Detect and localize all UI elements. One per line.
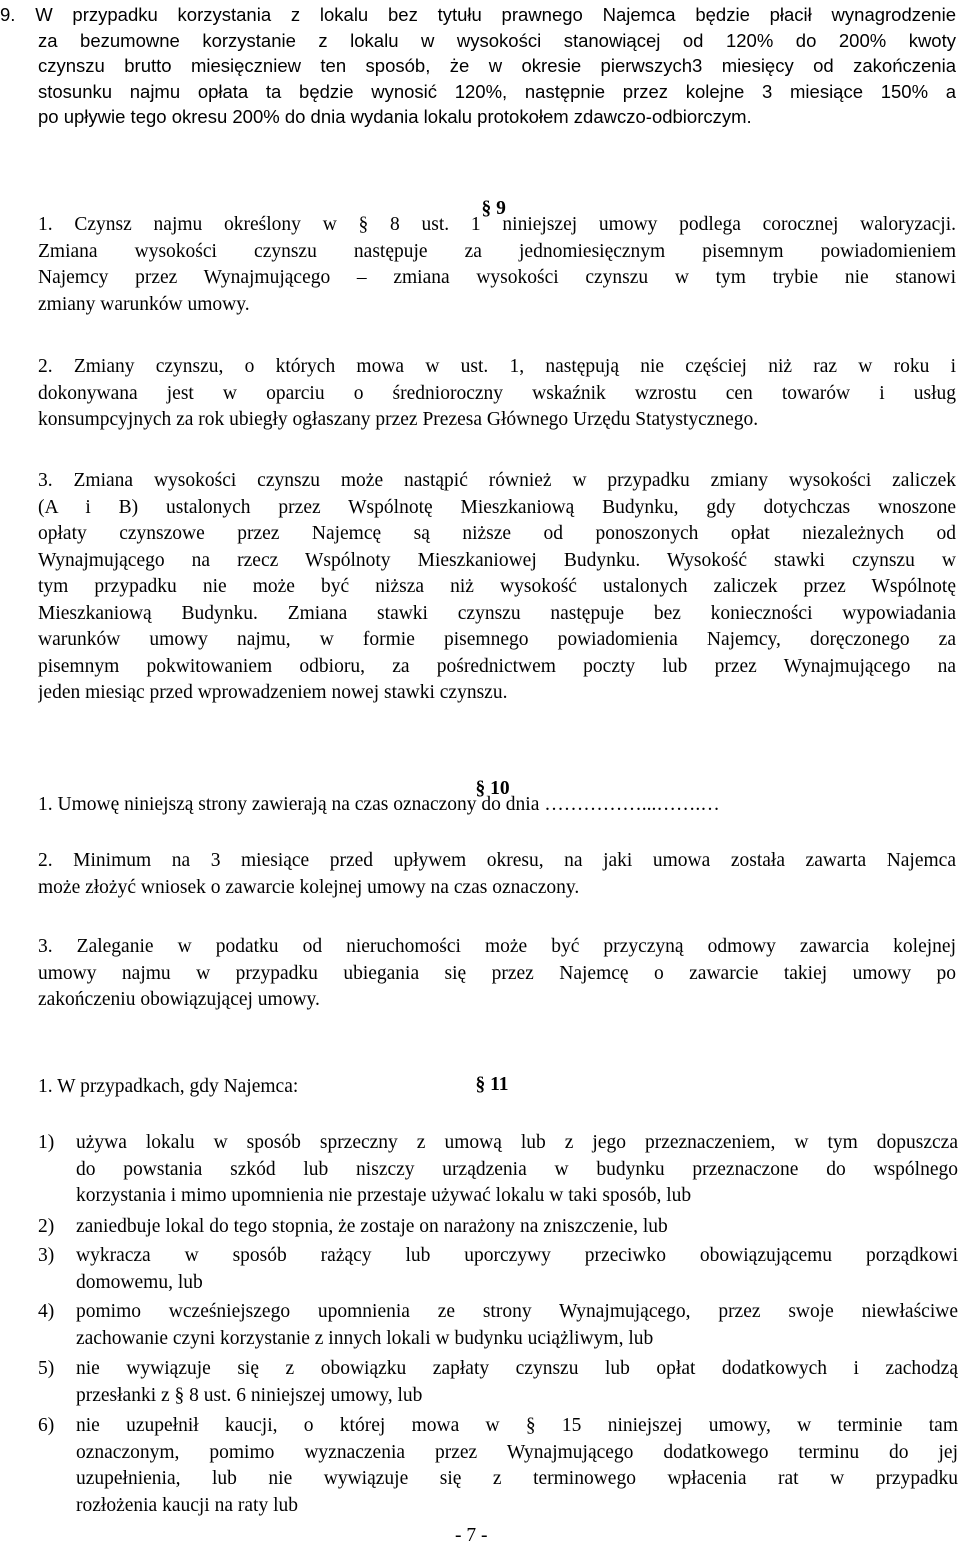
section-11-intro [38,1074,956,1101]
text-line: 3. Zmiana wysokości czynszu może nastąpić również w przypadku zmiany wysokości zaliczek [38,470,956,491]
list-item-number: 2) [38,1216,55,1237]
text-line: korzystania i mimo upomnienia nie przestaje używać lokalu w taki sposób, lub [76,1185,692,1206]
text-line: jeden miesiąc przed wprowadzeniem nowej stawki czynszu. [38,682,508,703]
list-item-number: 5) [38,1358,55,1379]
text-line: Wynajmującego na rzecz Wspólnoty Mieszkaniowej Budynku. Wysokość stawki czynszu w [38,549,956,571]
text-line: 1. Czynsz najmu określony w § 8 ust. 1 niniejszej umowy podlega corocznej waloryzacji. [38,214,956,235]
text-line: 1. Umowę niniejszą strony zawierają na czas oznaczony do dnia ……………...…….… [38,794,720,815]
text-line: (A i B) ustalonych przez Wspólnotę Mieszkaniową Budynku, gdy dotychczas wnoszone [38,496,956,518]
text-line: domowemu, lub [76,1271,203,1293]
text-line: używa lokalu w sposób sprzeczny z umową lub z jego przeznaczeniem, w tym dopuszcza [76,1132,958,1153]
text-line: dokonywana jest w oparciu o średnioroczny wskaźnik wzrostu cen towarów i usług [38,382,956,404]
text-line: konsumpcyjnych za rok ubiegły ogłaszany przez Prezesa Głównego Urzędu Statystycznego. [38,409,759,430]
text-line: warunków umowy najmu, w formie pisemnego powiadomienia Najemcy, doręczonego za [38,629,956,650]
text-line: opłaty czynszowe przez Najemcę są niższe od ponoszonych opłat niezależnych od [38,523,956,544]
text-line: Mieszkaniową Budynku. Zmiana stawki czynszu następuje bez konieczności wypowiadania [38,602,956,624]
section-10-point-3 [38,934,956,1014]
section-9-point-1 [38,212,956,318]
paragraph-9 [0,2,956,130]
text-line: do powstania szkód lub niszczy urządzenia w budynku przeznaczone do wspólnego [76,1158,958,1180]
list-item-number: 4) [38,1301,55,1322]
list-item-number: 1) [38,1132,55,1153]
text-line: może złożyć wniosek o zawarcie kolejnej umowy na czas oznaczony. [38,876,580,898]
text-line: wykracza w sposób rażący lub uporczywy przeciwko obowiązującemu porządkowi [76,1245,958,1266]
section-9-point-2 [38,354,956,434]
text-line: umowy najmu w przypadku ubiegania się przez Najemcę o zawarcie takiej umowy po [38,962,956,984]
text-line: 1. W przypadkach, gdy Najemca: [38,1076,299,1097]
text-line: 3. Zaleganie w podatku od nieruchomości może być przyczyną odmowy zawarcia kolejnej [38,936,956,957]
text-line: pomimo wcześniejszego upomnienia ze strony Wynajmującego, przez swoje niewłaściwe [76,1301,958,1322]
section-heading-text: § 9 [481,198,506,219]
section-heading-text: § 11 [475,1074,509,1095]
text-line: przesłanki z § 8 ust. 6 niniejszej umowy, lub [76,1384,423,1406]
text-line: tym przypadku nie może być niższa niż wysokość ustalonych zaliczek przez Wspólnotę [38,576,956,597]
section-9-point-3 [38,468,956,707]
text-line: 2. Minimum na 3 miesiące przed upływem okresu, na jaki umowa została zawarta Najemca [38,850,956,871]
list-item-number: 3) [38,1245,55,1266]
section-10-point-2 [38,848,956,901]
section-10-point-1 [38,792,956,819]
text-line: 9. W przypadku korzystania z lokalu bez tytułu prawnego Najemca będzie płacił wynagrodzenie [0,4,956,25]
section-heading-text: § 10 [475,778,510,799]
text-line: zmiany warunków umowy. [38,293,250,315]
text-line: stosunku najmu opłata ta będzie wynosić 120%, następnie przez kolejne 3 miesiące 150% a [38,80,956,102]
text-line: zachowanie czyni korzystanie z innych lokali w budynku uciążliwym, lub [76,1327,654,1349]
text-line: Zmiana wysokości czynszu następuje za jednomiesięcznym pisemnym powiadomieniem [38,240,956,262]
text-line: zakończeniu obowiązującej umowy. [38,989,320,1010]
text-line: za bezumowne korzystanie z lokalu w wysokości stanowiącej od 120% do 200% kwoty [38,29,956,51]
text-line: pisemnym pokwitowaniem odbioru, za pośrednictwem poczty lub przez Wynajmującego na [38,655,956,677]
text-line: Najemcy przez Wynajmującego – zmiana wysokości czynszu w tym trybie nie stanowi [38,267,956,288]
text-line: uzupełnienia, lub nie wywiązuje się z terminowego wpłacenia rat w przypadku [76,1468,958,1489]
text-line: 2. Zmiany czynszu, o których mowa w ust. 1, następują nie częściej niż raz w roku i [38,356,956,377]
text-line: czynszu brutto miesięczniew ten sposób, że w okresie pierwszych3 miesięcy od zakończenia [38,55,956,76]
text-line: oznaczonym, pomimo wyznaczenia przez Wynajmującego dodatkowego terminu do jej [76,1441,958,1463]
text-line: rozłożenia kaucji na raty lub [76,1494,298,1516]
text-line: nie wywiązuje się z obowiązku zapłaty czynszu lub opłat dodatkowych i zachodzą [76,1358,958,1379]
list-item-number: 6) [38,1415,55,1436]
text-line: po upływie tego okresu 200% do dnia wydania lokalu protokołem zdawczo-odbiorczym. [38,106,752,127]
page-number: - 7 - [455,1525,488,1546]
text-line: zaniedbuje lokal do tego stopnia, że zostaje on narażony na zniszczenie, lub [76,1216,668,1237]
text-line: nie uzupełnił kaucji, o której mowa w § 15 niniejszej umowy, w terminie tam [76,1415,958,1436]
